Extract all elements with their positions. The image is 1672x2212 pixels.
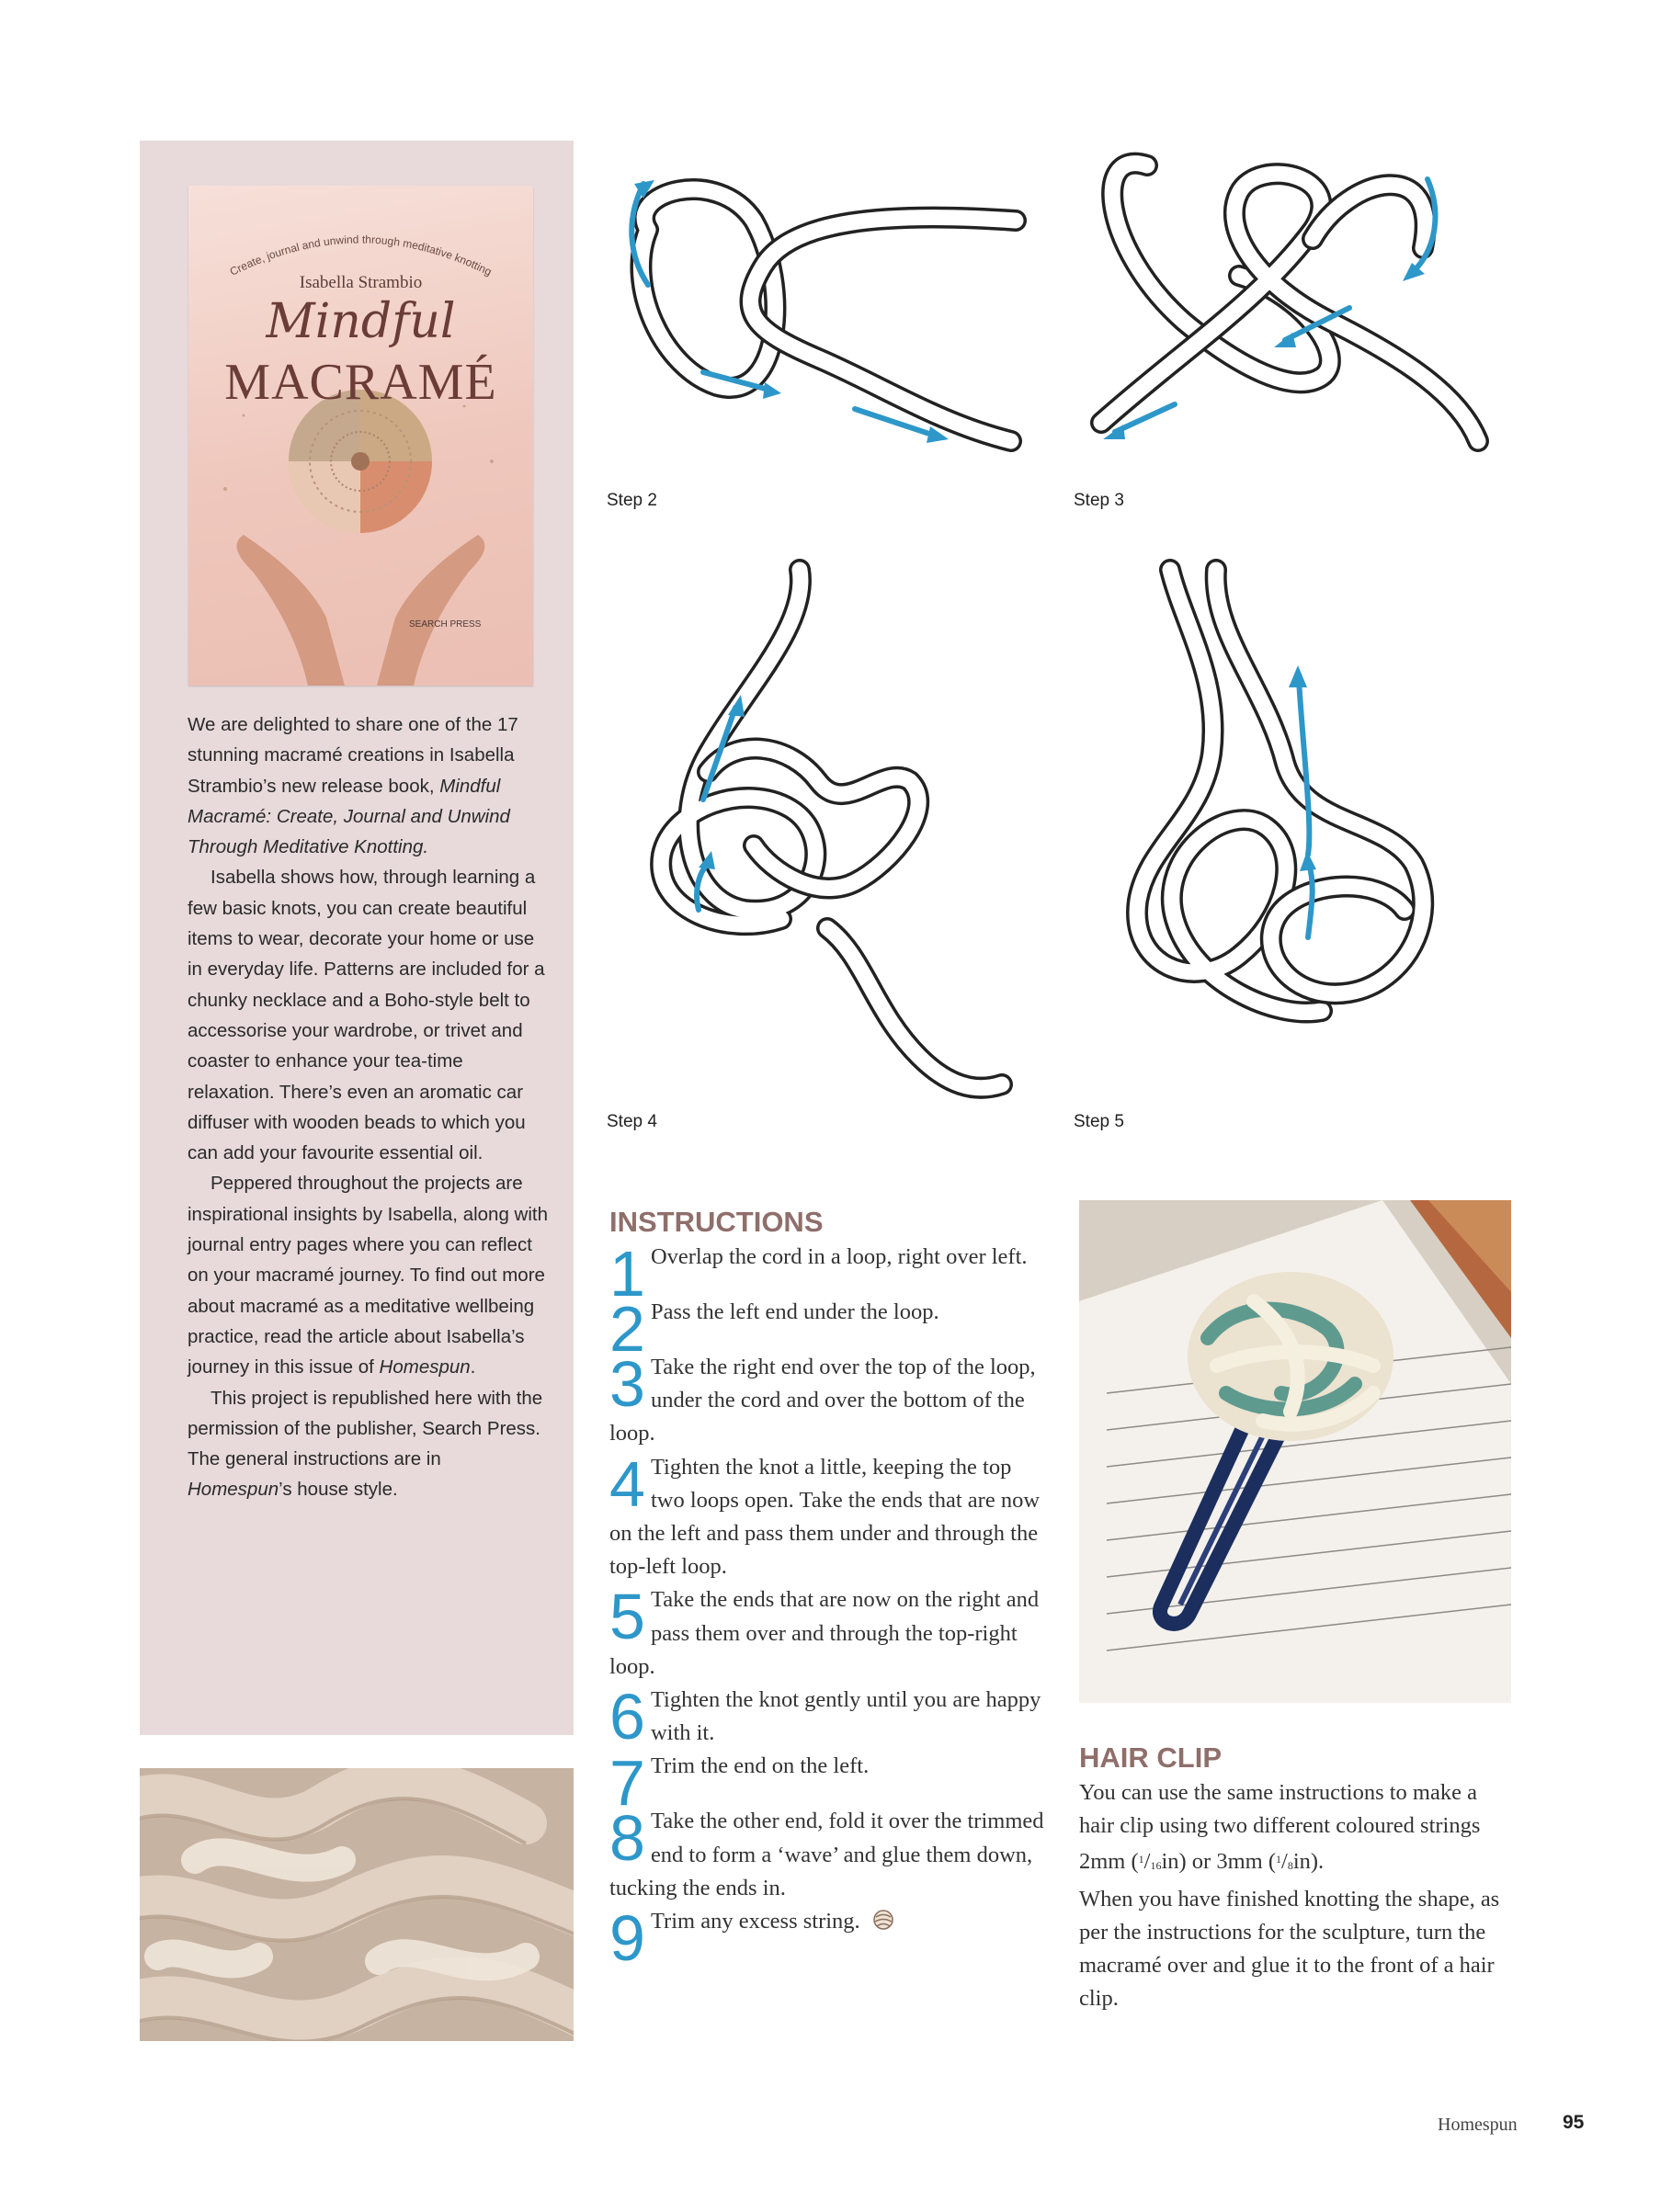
step-number: 1 <box>609 1238 645 1310</box>
hair-clip-paragraph: When you have finished knotting the shape, as per the instructions for the sculpture, turn the macramé over and glue it to the front of a hair clip. <box>1079 1886 1500 2012</box>
step-text: Pass the left end under the loop. <box>650 1299 939 1324</box>
book-cover <box>188 186 533 686</box>
step-text: Take the other end, fold it over the trimmed end to form a ‘wave’ and glue them down, tucking the ends in. <box>609 1809 1044 1900</box>
sidebar-paragraph: This project is republished here with the permission of the publisher, Search Press. The general instructions are in Homespun’s house style. <box>188 1387 543 1501</box>
instruction-step <box>609 1747 1046 1820</box>
step-number: 7 <box>609 1747 645 1820</box>
hair-clip-section <box>1079 1740 1516 2015</box>
step-number: 3 <box>609 1348 645 1420</box>
book-tagline: Create, journal and unwind through meditative knotting <box>227 233 495 278</box>
hair-clip-illustration <box>1079 1200 1511 1703</box>
footer-page-number: 95 <box>1563 2112 1585 2133</box>
hair-clip-heading: HAIR CLIP <box>1079 1741 1222 1774</box>
svg-text:Create, journal and unwind thr <box>228 233 494 278</box>
rope-texture <box>140 1768 574 2041</box>
step-2-label: Step 2 <box>607 491 657 510</box>
sidebar-paragraph: We are delighted to share one of the 17 stunning macramé creations in Isabella Strambio’s new release book, Mindful Macramé: Create, Journal and Unwind Through Meditative Knotting. <box>188 714 518 858</box>
instruction-step <box>609 1583 1046 1684</box>
step-number: 9 <box>609 1902 645 1975</box>
book-title: MACRAMÉ <box>224 354 497 411</box>
step-text: Tighten the knot gently until you are happy with it. <box>650 1687 1041 1746</box>
book-author: Isabella Strambio <box>299 273 423 292</box>
step-number: 4 <box>609 1447 645 1520</box>
end-mark-icon <box>871 1909 895 1931</box>
step-4-diagram <box>607 551 1029 1103</box>
step-text: Take the right end over the top of the loop, under the cord and over the bottom of the loop. <box>609 1355 1036 1446</box>
sidebar-paragraph: Peppered throughout the projects are inspirational insights by Isabella, along with journal entry pages where you can reflect on your macramé journey. To find out more about macramé as a meditative wellbeing practice, read the article about Isabella’s journey in this issue of Homespun. <box>188 1173 549 1378</box>
step-text: Trim any excess string. <box>650 1909 860 1934</box>
instructions-heading: INSTRUCTIONS <box>609 1206 824 1238</box>
instruction-step <box>609 1447 1046 1584</box>
hair-clip-photo <box>1079 1200 1511 1703</box>
footer-magazine-name: Homespun <box>1438 2115 1518 2135</box>
step-text: Trim the end on the left. <box>650 1753 870 1779</box>
rope-photo <box>140 1768 574 2041</box>
book-title-script: Mindful <box>266 294 456 349</box>
instruction-step <box>609 1348 1046 1451</box>
sidebar-text <box>188 709 551 1505</box>
hair-clip-paragraph: You can use the same instructions to make a hair clip using two different coloured strings 2mm $(^1/_{16}in)$ or 3mm $(^1/_8in)$. <box>1079 1780 1481 1875</box>
step-text: Tighten the knot a little, keeping the top two loops open. Take the ends that are now on the left and pass them under and through the top-left loop. <box>609 1454 1041 1580</box>
step-number: 8 <box>609 1802 645 1875</box>
step-number: 2 <box>609 1293 645 1365</box>
sidebar-paragraph: Isabella shows how, through learning a few basic knots, you can create beautiful items to wear, decorate your home or use in everyday life. Patterns are included for a chunky necklace and a Boho-style belt to accessorise your wardrobe, or trivet and coaster to enhance your tea-time relaxation. There’s even an aromatic car diffuser with wooden beads to which you can add your favourite essential oil. <box>188 867 545 1164</box>
step-number: 6 <box>609 1681 645 1753</box>
book-publisher: SEARCH PRESS <box>409 619 482 630</box>
step-5-label: Step 5 <box>1074 1112 1124 1131</box>
instruction-step <box>609 1238 1046 1310</box>
step-2-diagram <box>607 165 1029 478</box>
step-text: Take the ends that are now on the right and pass them over and through the top-right loop. <box>609 1587 1040 1679</box>
instruction-step <box>609 1802 1046 1905</box>
instruction-step <box>609 1293 1046 1365</box>
instruction-step <box>609 1902 1046 1975</box>
instructions <box>609 1204 1046 1975</box>
step-text: Overlap the cord in a loop, right over left. <box>650 1244 1028 1269</box>
step-4-label: Step 4 <box>607 1112 657 1131</box>
step-number: 5 <box>609 1581 645 1653</box>
instruction-step <box>609 1681 1046 1753</box>
step-5-diagram <box>1074 551 1506 1103</box>
step-3-label: Step 3 <box>1074 491 1124 510</box>
step-3-diagram <box>1074 138 1506 478</box>
